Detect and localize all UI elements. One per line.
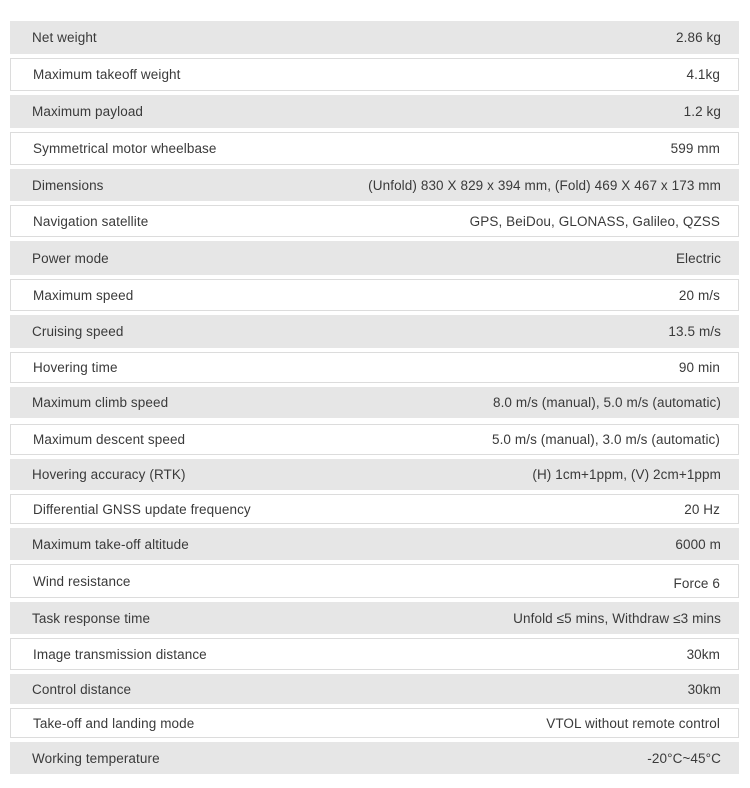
spec-row-control-distance [10,674,739,704]
spec-row-image-transmission-distance [10,638,739,670]
spec-label: Maximum take-off altitude [32,536,189,552]
spec-value: Force 6 [673,576,720,591]
spec-label: Maximum descent speed [33,432,186,447]
spec-value: 2.86 kg [676,30,721,45]
spec-row-takeoff-landing-mode [10,708,739,738]
spec-row-dimensions [10,169,739,201]
spec-label: Working temperature [32,750,160,766]
spec-label: Wind resistance [33,574,131,589]
spec-row-max-speed [10,279,739,311]
spec-label: Maximum payload [32,104,144,119]
spec-value: 4.1kg [686,67,720,82]
spec-label: Dimensions [32,177,104,193]
spec-label: Maximum speed [33,287,134,303]
spec-label: Image transmission distance [33,646,207,662]
spec-row-wind-resistance [10,564,739,598]
spec-label: Take-off and landing mode [33,715,195,731]
spec-row-hovering-time [10,352,739,383]
spec-label: Hovering accuracy (RTK) [32,467,186,482]
spec-table [10,21,739,774]
spec-value: 90 min [678,360,720,375]
spec-value: Unfold ≤5 mins, Withdraw ≤3 mins [513,610,721,626]
spec-label: Differential GNSS update frequency [33,501,251,517]
spec-row-max-payload [10,95,739,128]
spec-row-max-descent-speed [10,424,739,455]
spec-row-navigation-satellite [10,205,739,237]
spec-value: 30km [687,681,721,697]
spec-value: (Unfold) 830 X 829 x 394 mm, (Fold) 469 X 467 x 173 mm [368,177,721,193]
spec-value: 20 Hz [684,501,720,517]
spec-value: 1.2 kg [683,104,721,119]
spec-row-max-takeoff-altitude [10,528,739,560]
spec-value: GPS, BeiDou, GLONASS, Galileo, QZSS [469,213,720,229]
spec-value: 30km [686,646,720,662]
spec-value: 8.0 m/s (manual), 5.0 m/s (automatic) [492,395,721,410]
spec-row-gnss-update-frequency [10,494,739,524]
spec-label: Hovering time [33,360,118,375]
spec-label: Cruising speed [32,324,124,339]
spec-value: 13.5 m/s [668,324,721,339]
spec-row-net-weight [10,21,739,54]
spec-label: Navigation satellite [33,213,149,229]
spec-value: 599 mm [670,141,720,156]
spec-row-cruising-speed [10,315,739,348]
spec-label: Power mode [32,250,109,266]
spec-label: Maximum takeoff weight [33,67,181,82]
spec-row-hovering-accuracy [10,459,739,490]
spec-row-max-climb-speed [10,387,739,418]
spec-label: Net weight [32,30,97,45]
spec-value: -20°C~45°C [647,750,721,766]
spec-label: Maximum climb speed [32,395,169,410]
spec-row-task-response-time [10,602,739,634]
spec-row-power-mode [10,241,739,275]
spec-label: Symmetrical motor wheelbase [33,141,217,156]
spec-value: 6000 m [675,536,721,552]
spec-row-working-temperature [10,742,739,774]
spec-value: VTOL without remote control [546,715,720,731]
spec-label: Control distance [32,681,132,697]
spec-value: 20 m/s [678,287,720,303]
spec-row-motor-wheelbase [10,132,739,165]
spec-value: 5.0 m/s (manual), 3.0 m/s (automatic) [491,432,720,447]
spec-row-max-takeoff-weight [10,58,739,91]
spec-label: Task response time [32,610,151,626]
spec-value: Electric [675,250,721,266]
spec-value: (H) 1cm+1ppm, (V) 2cm+1ppm [532,467,721,482]
